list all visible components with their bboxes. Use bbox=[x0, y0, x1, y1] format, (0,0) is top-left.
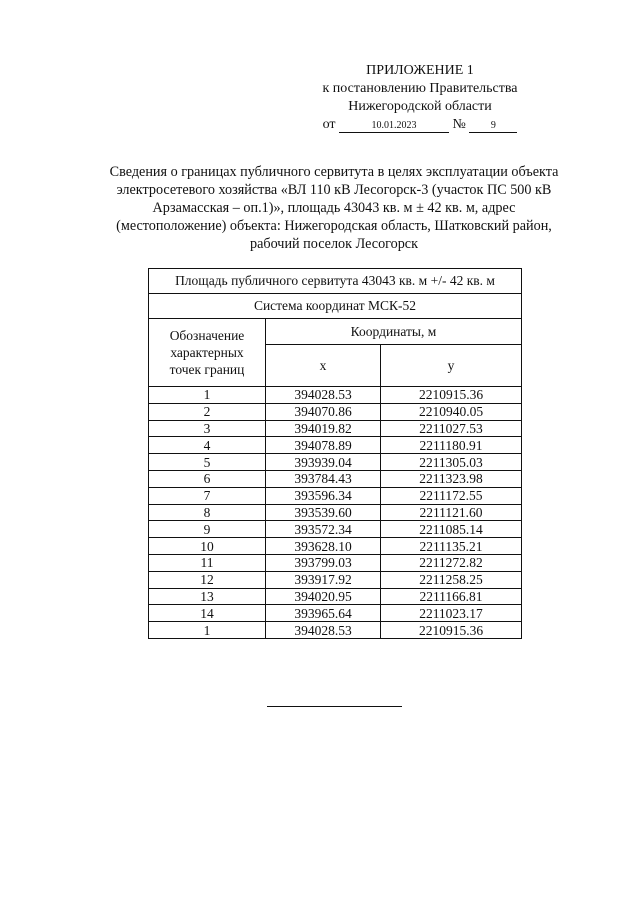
cell-n: 1 bbox=[149, 622, 266, 639]
cell-n: 7 bbox=[149, 487, 266, 504]
cell-n: 14 bbox=[149, 605, 266, 622]
points-header-cell: Обозначение характерных точек границ bbox=[149, 319, 266, 387]
cell-x: 393596.34 bbox=[266, 487, 381, 504]
cell-y: 2211305.03 bbox=[381, 454, 522, 471]
cell-y: 2211272.82 bbox=[381, 554, 522, 571]
cell-x: 394019.82 bbox=[266, 420, 381, 437]
x-header-cell: x bbox=[266, 345, 381, 387]
number-label: № bbox=[452, 117, 466, 132]
table-row bbox=[149, 605, 522, 622]
table-row bbox=[149, 504, 522, 521]
table-row bbox=[149, 470, 522, 487]
coordinates-table bbox=[148, 268, 522, 639]
appendix-header bbox=[300, 62, 540, 134]
cell-x: 394020.95 bbox=[266, 588, 381, 605]
cell-y: 2211135.21 bbox=[381, 538, 522, 555]
cell-y: 2211027.53 bbox=[381, 420, 522, 437]
table-row bbox=[149, 387, 522, 404]
cell-n: 12 bbox=[149, 571, 266, 588]
description-line: рабочий поселок Лесогорск bbox=[249, 236, 419, 252]
cell-x: 394028.53 bbox=[266, 622, 381, 639]
cell-y: 2210940.05 bbox=[381, 403, 522, 420]
coordinate-system-cell: Система координат МСК-52 bbox=[149, 294, 522, 319]
cell-x: 393799.03 bbox=[266, 554, 381, 571]
cell-n: 10 bbox=[149, 538, 266, 555]
decree-date: 10.01.2023 bbox=[339, 120, 449, 133]
cell-y: 2211323.98 bbox=[381, 470, 522, 487]
cell-y: 2211166.81 bbox=[381, 588, 522, 605]
table-row bbox=[149, 403, 522, 420]
coordinates-rows bbox=[149, 387, 522, 639]
cell-n: 4 bbox=[149, 437, 266, 454]
table-row bbox=[149, 420, 522, 437]
cell-y: 2211121.60 bbox=[381, 504, 522, 521]
decree-number: 9 bbox=[469, 120, 517, 133]
cell-x: 393572.34 bbox=[266, 521, 381, 538]
cell-n: 9 bbox=[149, 521, 266, 538]
cell-y: 2210915.36 bbox=[381, 622, 522, 639]
table-row bbox=[149, 571, 522, 588]
closing-rule bbox=[267, 706, 402, 707]
cell-n: 5 bbox=[149, 454, 266, 471]
cell-n: 6 bbox=[149, 470, 266, 487]
table-row bbox=[149, 521, 522, 538]
cell-n: 13 bbox=[149, 588, 266, 605]
cell-n: 2 bbox=[149, 403, 266, 420]
coordinates-header-cell: Координаты, м bbox=[266, 319, 522, 345]
cell-n: 1 bbox=[149, 387, 266, 404]
area-title-cell: Площадь публичного сервитута 43043 кв. м +/- 42 кв. м bbox=[149, 269, 522, 294]
cell-n: 8 bbox=[149, 504, 266, 521]
servitude-description bbox=[84, 163, 584, 253]
cell-x: 393539.60 bbox=[266, 504, 381, 521]
from-label: от bbox=[322, 117, 336, 132]
appendix-date-line bbox=[300, 116, 540, 134]
cell-y: 2211258.25 bbox=[381, 571, 522, 588]
cell-n: 11 bbox=[149, 554, 266, 571]
table-row bbox=[149, 554, 522, 571]
cell-x: 393917.92 bbox=[266, 571, 381, 588]
cell-y: 2211085.14 bbox=[381, 521, 522, 538]
cell-y: 2211180.91 bbox=[381, 437, 522, 454]
y-header-cell: y bbox=[381, 345, 522, 387]
cell-x: 393784.43 bbox=[266, 470, 381, 487]
cell-y: 2211172.55 bbox=[381, 487, 522, 504]
table-row bbox=[149, 437, 522, 454]
cell-x: 394028.53 bbox=[266, 387, 381, 404]
cell-y: 2211023.17 bbox=[381, 605, 522, 622]
table-row bbox=[149, 487, 522, 504]
table-row bbox=[149, 588, 522, 605]
cell-x: 393939.04 bbox=[266, 454, 381, 471]
description-line: Арзамасская – оп.1)», площадь 43043 кв. м ± 42 кв. м, адрес bbox=[152, 200, 516, 216]
appendix-line-2: к постановлению Правительства bbox=[322, 81, 518, 96]
cell-x: 394070.86 bbox=[266, 403, 381, 420]
cell-y: 2210915.36 bbox=[381, 387, 522, 404]
appendix-line-3: Нижегородской области bbox=[348, 99, 492, 114]
table-row bbox=[149, 538, 522, 555]
table-row bbox=[149, 454, 522, 471]
table-row bbox=[149, 622, 522, 639]
description-line: Сведения о границах публичного сервитута в целях эксплуатации объекта bbox=[109, 164, 559, 180]
description-line: (местоположение) объекта: Нижегородская область, Шатковский район, bbox=[116, 218, 552, 234]
cell-n: 3 bbox=[149, 420, 266, 437]
description-line: электросетевого хозяйства «ВЛ 110 кВ Лесогорск-3 (участок ПС 500 кВ bbox=[116, 182, 552, 198]
appendix-title: ПРИЛОЖЕНИЕ 1 bbox=[366, 63, 474, 78]
cell-x: 393965.64 bbox=[266, 605, 381, 622]
cell-x: 394078.89 bbox=[266, 437, 381, 454]
cell-x: 393628.10 bbox=[266, 538, 381, 555]
